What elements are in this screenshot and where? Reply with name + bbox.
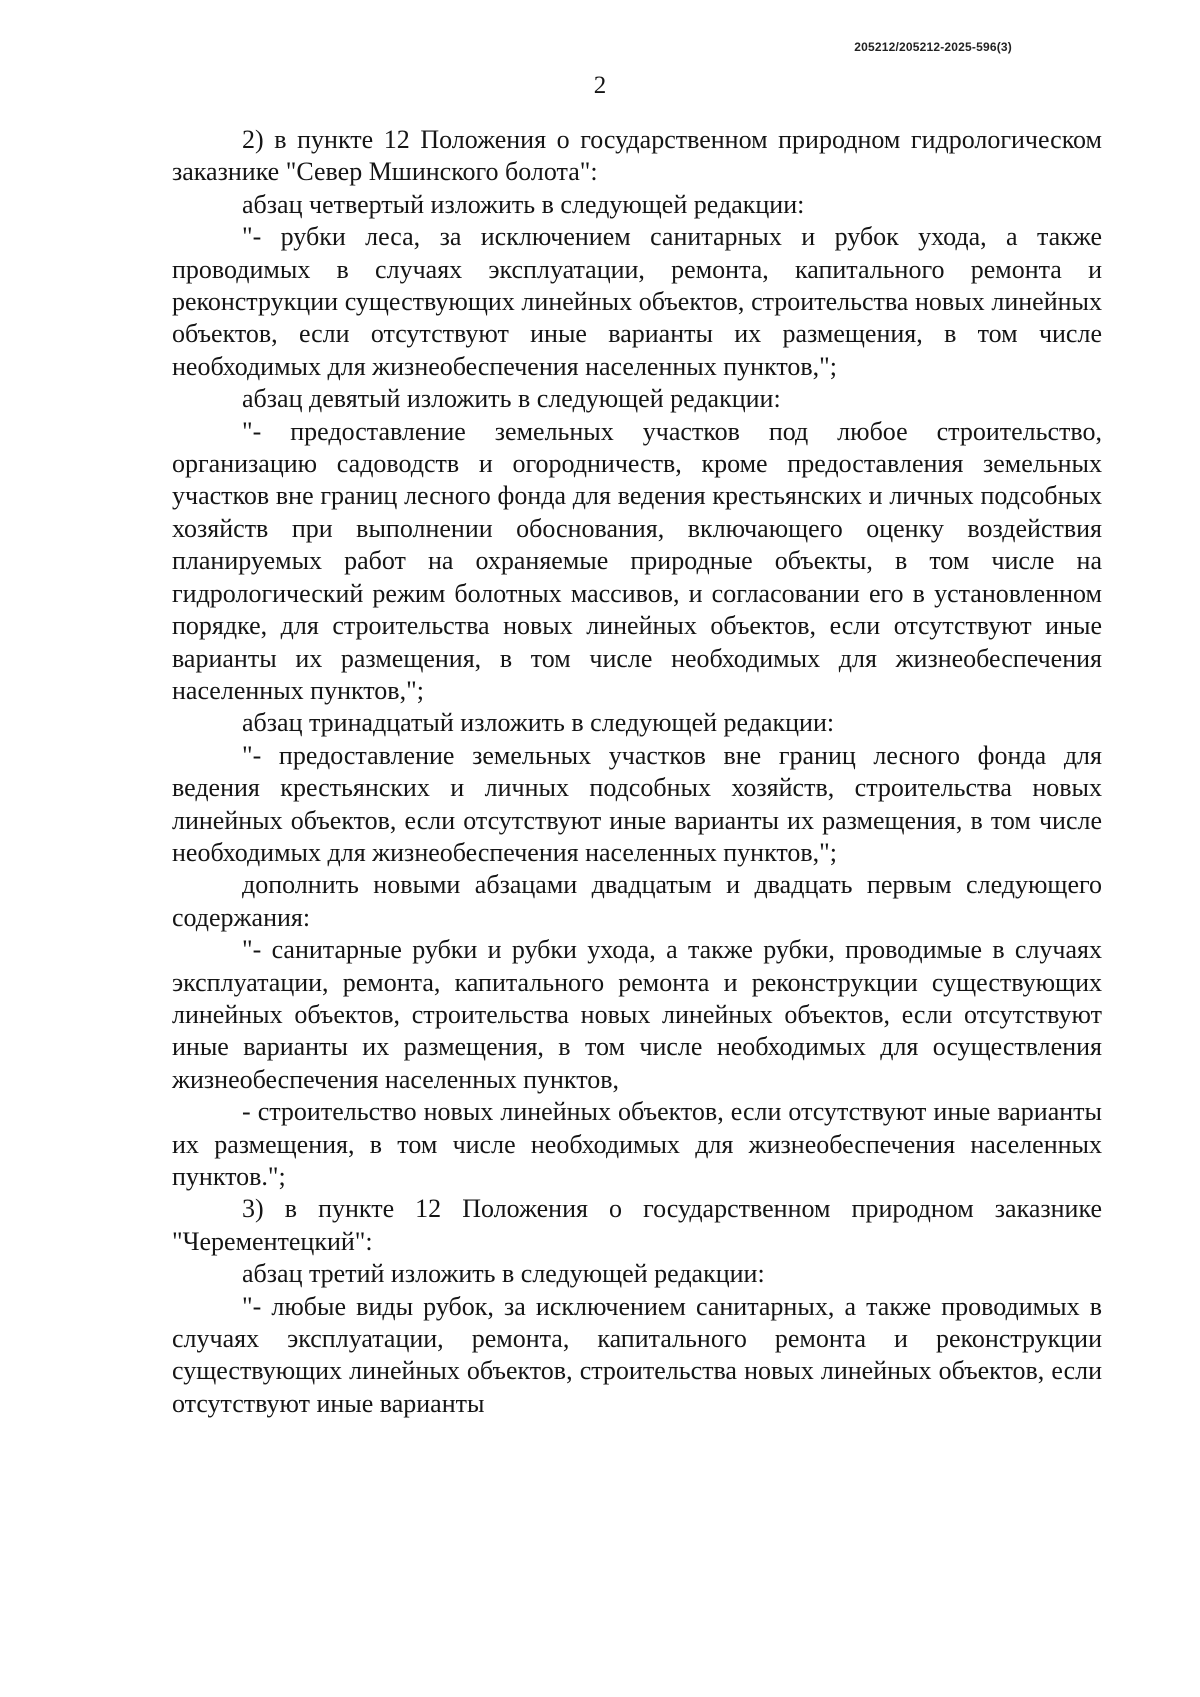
paragraph-abzac-3-intro: абзац третий изложить в следующей редакции: <box>242 1259 765 1289</box>
paragraph-abzac-13-text: "- предоставление земельных участков вне границ лесного фонда для ведения крестьянских и личных подсобных хозяйств, строительства новых линейных объектов, если отсутствуют иные варианты их размещения, в том числе необходимых для жизнеобеспечения населенных пунктов,"; <box>172 740 1102 867</box>
paragraph-abzac-4-text: "- рубки леса, за исключением санитарных и рубок ухода, а также проводимых в случаях эксплуатации, ремонта, капитального ремонта и реконструкции существующих линейных объектов, строительства новых линейных объектов, если отсутствуют иные варианты их размещения, в том числе необходимых для жизнеобеспечения населенных пунктов,"; <box>172 222 1102 381</box>
paragraph-abzac-21-text: - строительство новых линейных объектов, если отсутствуют иные варианты их размещения, в том числе необходимых для жизнеобеспечения населенных пунктов."; <box>172 1097 1102 1191</box>
paragraph-item-3-header: 3) в пункте 12 Положения о государственном природном заказнике "Черементецкий": <box>172 1194 1102 1256</box>
paragraph-abzac-4-intro: абзац четвертый изложить в следующей редакции: <box>242 189 805 219</box>
document-body <box>172 124 1102 1420</box>
paragraph-new-abzacs-intro: дополнить новыми абзацами двадцатым и двадцать первым следующего содержания: <box>172 870 1102 932</box>
paragraph-abzac-9-text: "- предоставление земельных участков под любое строительство, организацию садоводств и огородничеств, кроме предоставления земельных участков вне границ лесного фонда для ведения крестьянских и личных подсобных хозяйств при выполнении обоснования, включающего оценку воздействия планируемых работ на охраняемые природные объекты, в том числе на гидрологический режим болотных массивов, и согласовании его в установленном порядке, для строительства новых линейных объектов, если отсутствуют иные варианты их размещения, в том числе необходимых для жизнеобеспечения населенных пунктов,"; <box>172 416 1102 705</box>
paragraph-abzac-9-intro: абзац девятый изложить в следующей редакции: <box>242 384 781 414</box>
paragraph-abzac-13-intro: абзац тринадцатый изложить в следующей редакции: <box>242 708 835 738</box>
page-number: 2 <box>593 72 607 99</box>
paragraph-item-2-header: 2) в пункте 12 Положения о государственном природном гидрологическом заказнике "Север Мшинского болота": <box>172 125 1102 187</box>
paragraph-abzac-20-text: "- санитарные рубки и рубки ухода, а также рубки, проводимые в случаях эксплуатации, ремонта, капитального ремонта и реконструкции существующих линейных объектов, строительства новых линейных объектов, если отсутствуют иные варианты их размещения, в том числе необходимых для осуществления жизнеобеспечения населенных пунктов, <box>172 935 1102 1094</box>
paragraph-abzac-3-text: "- любые виды рубок, за исключением санитарных, а также проводимых в случаях эксплуатации, ремонта, капитального ремонта и реконструкции существующих линейных объектов, строительства новых линейных объектов, если отсутствуют иные варианты <box>172 1291 1102 1418</box>
document-registration-number: 205212/205212-2025-596(3) <box>854 40 1012 54</box>
